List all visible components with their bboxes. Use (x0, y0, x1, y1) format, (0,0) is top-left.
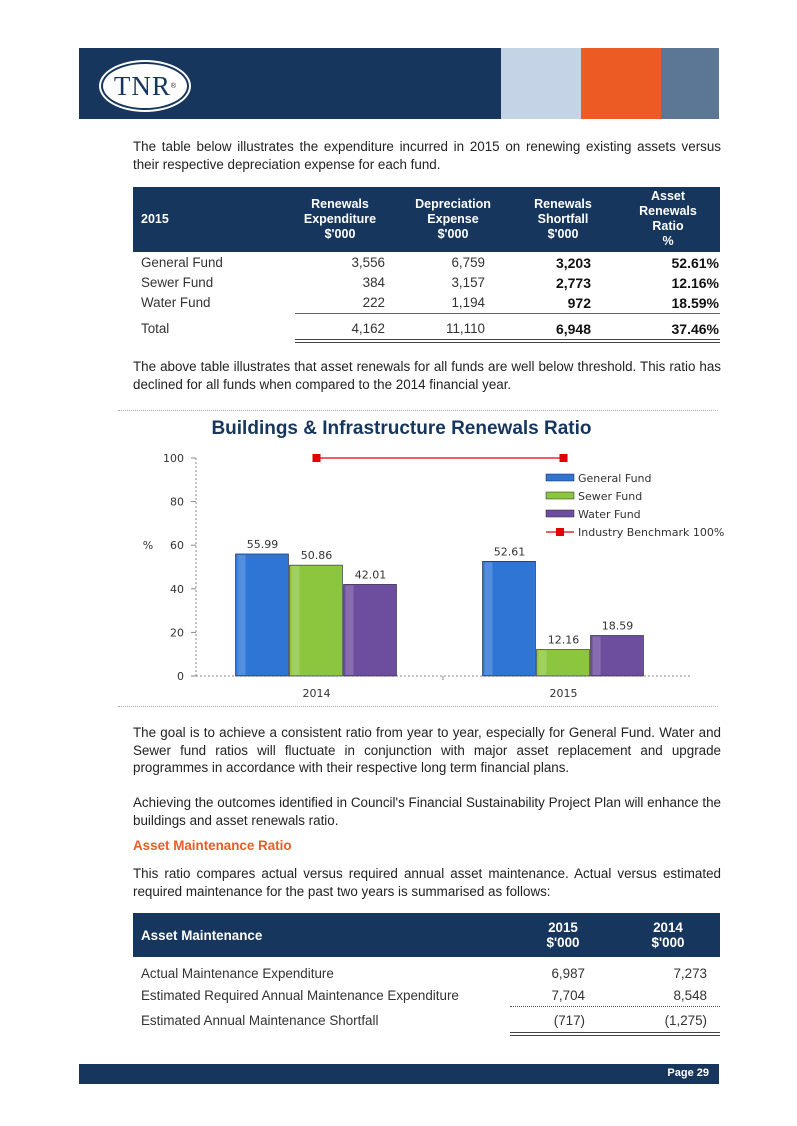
achieving-paragraph: Achieving the outcomes identified in Council's Financial Sustainability Project Plan will enhance the buildings and asset renewals ratio. (133, 795, 721, 828)
table-row: General Fund 3,556 6,759 3,203 52.61% (141, 255, 719, 271)
y-tick-label: 0 (177, 670, 184, 683)
header-slate-block (661, 48, 719, 119)
bar-highlight (292, 566, 300, 675)
subtotal-underline (295, 313, 720, 314)
total-double-underline (295, 339, 720, 343)
table-row: Sewer Fund 384 3,157 2,773 12.16% (141, 275, 719, 291)
maintenance-table-header (133, 913, 720, 957)
header-2014: 2014 $'000 (651, 920, 685, 950)
bar-highlight (238, 555, 246, 675)
y-tick-label: 80 (170, 495, 184, 509)
header-lightblue-block (501, 48, 581, 119)
after-table-paragraph: The above table illustrates that asset renewals for all funds are well below threshold. This ratio has declined for all funds when compared to the 2014 financial year. (133, 359, 721, 392)
table-total-row: Total 4,162 11,110 6,948 37.46% (141, 321, 719, 337)
legend-label: Sewer Fund (578, 490, 643, 503)
y-tick-label: 20 (170, 626, 184, 640)
table-row: Actual Maintenance Expenditure 6,987 7,273 (141, 966, 707, 981)
page-header-banner (79, 48, 719, 119)
legend-label: General Fund (578, 472, 652, 485)
header-year: 2015 (141, 212, 169, 226)
bar-highlight (485, 562, 493, 675)
benchmark-point (313, 454, 321, 462)
intro-paragraph: The table below illustrates the expenditure incurred in 2015 on renewing existing assets versus their respective depreciation expense for each fund. (133, 139, 721, 172)
y-tick-label: 100 (163, 452, 184, 465)
data-label: 42.01 (354, 568, 387, 582)
header-2015: 2015 $'000 (546, 920, 580, 950)
maintenance-paragraph: This ratio compares actual versus required annual asset maintenance. Actual versus estimated required maintenance for the past two years is summarised as follows: (133, 866, 721, 899)
header-renewals-shortfall: Renewals Shortfall $'000 (534, 197, 592, 241)
bar-highlight (593, 636, 601, 675)
header-asset-renewals-ratio: Asset Renewals Ratio % (639, 189, 697, 248)
header-depreciation-expense: Depreciation Expense $'000 (415, 197, 491, 241)
tnr-logo (101, 62, 189, 110)
legend-swatch (546, 474, 574, 481)
legend-swatch (546, 492, 574, 499)
table-row: Estimated Required Annual Maintenance Expenditure 7,704 8,548 (141, 988, 707, 1003)
logo-mark: ® (170, 82, 177, 90)
goal-paragraph: The goal is to achieve a consistent ratio from year to year, especially for General Fund. Water and Sewer fund ratios will fluctuate in conjunction with major asset replacement and upgrade programmes in accordance with their respective long term financial plans. (133, 725, 721, 775)
renewals-ratio-chart (0, 405, 797, 705)
data-label: 52.61 (493, 545, 526, 559)
legend-label: Water Fund (578, 508, 641, 521)
header-renewals-expenditure: Renewals Expenditure $'000 (303, 197, 377, 241)
data-label: 12.16 (547, 633, 580, 647)
legend-label: Industry Benchmark 100% (578, 526, 725, 539)
subtotal-underline (510, 1006, 720, 1007)
page-number: Page 29 (667, 1067, 709, 1079)
header-asset-maintenance: Asset Maintenance (141, 928, 263, 943)
table-row: Estimated Annual Maintenance Shortfall (717) (1,275) (141, 1013, 707, 1028)
renewals-table-header (133, 187, 720, 252)
table-row: Water Fund 222 1,194 972 18.59% (141, 295, 719, 311)
chart-title: Buildings & Infrastructure Renewals Ratio (211, 418, 592, 439)
bar-highlight (346, 585, 354, 675)
data-label: 55.99 (246, 537, 279, 551)
legend-benchmark-marker (556, 528, 564, 536)
section-heading: Asset Maintenance Ratio (133, 838, 292, 853)
y-tick-label: 40 (170, 582, 184, 596)
bar-highlight (539, 650, 547, 675)
data-label: 18.59 (601, 619, 634, 633)
benchmark-point (560, 454, 568, 462)
header-orange-block (581, 48, 661, 119)
y-tick-label: 60 (170, 539, 184, 553)
legend-swatch (546, 510, 574, 517)
data-label: 50.86 (300, 549, 333, 563)
x-tick-label: 2015 (549, 687, 578, 700)
logo-text: TNR (113, 70, 171, 101)
y-axis-label: % (142, 539, 154, 553)
page-footer (79, 1064, 719, 1084)
total-double-underline (510, 1032, 720, 1036)
x-tick-label: 2014 (302, 687, 331, 700)
